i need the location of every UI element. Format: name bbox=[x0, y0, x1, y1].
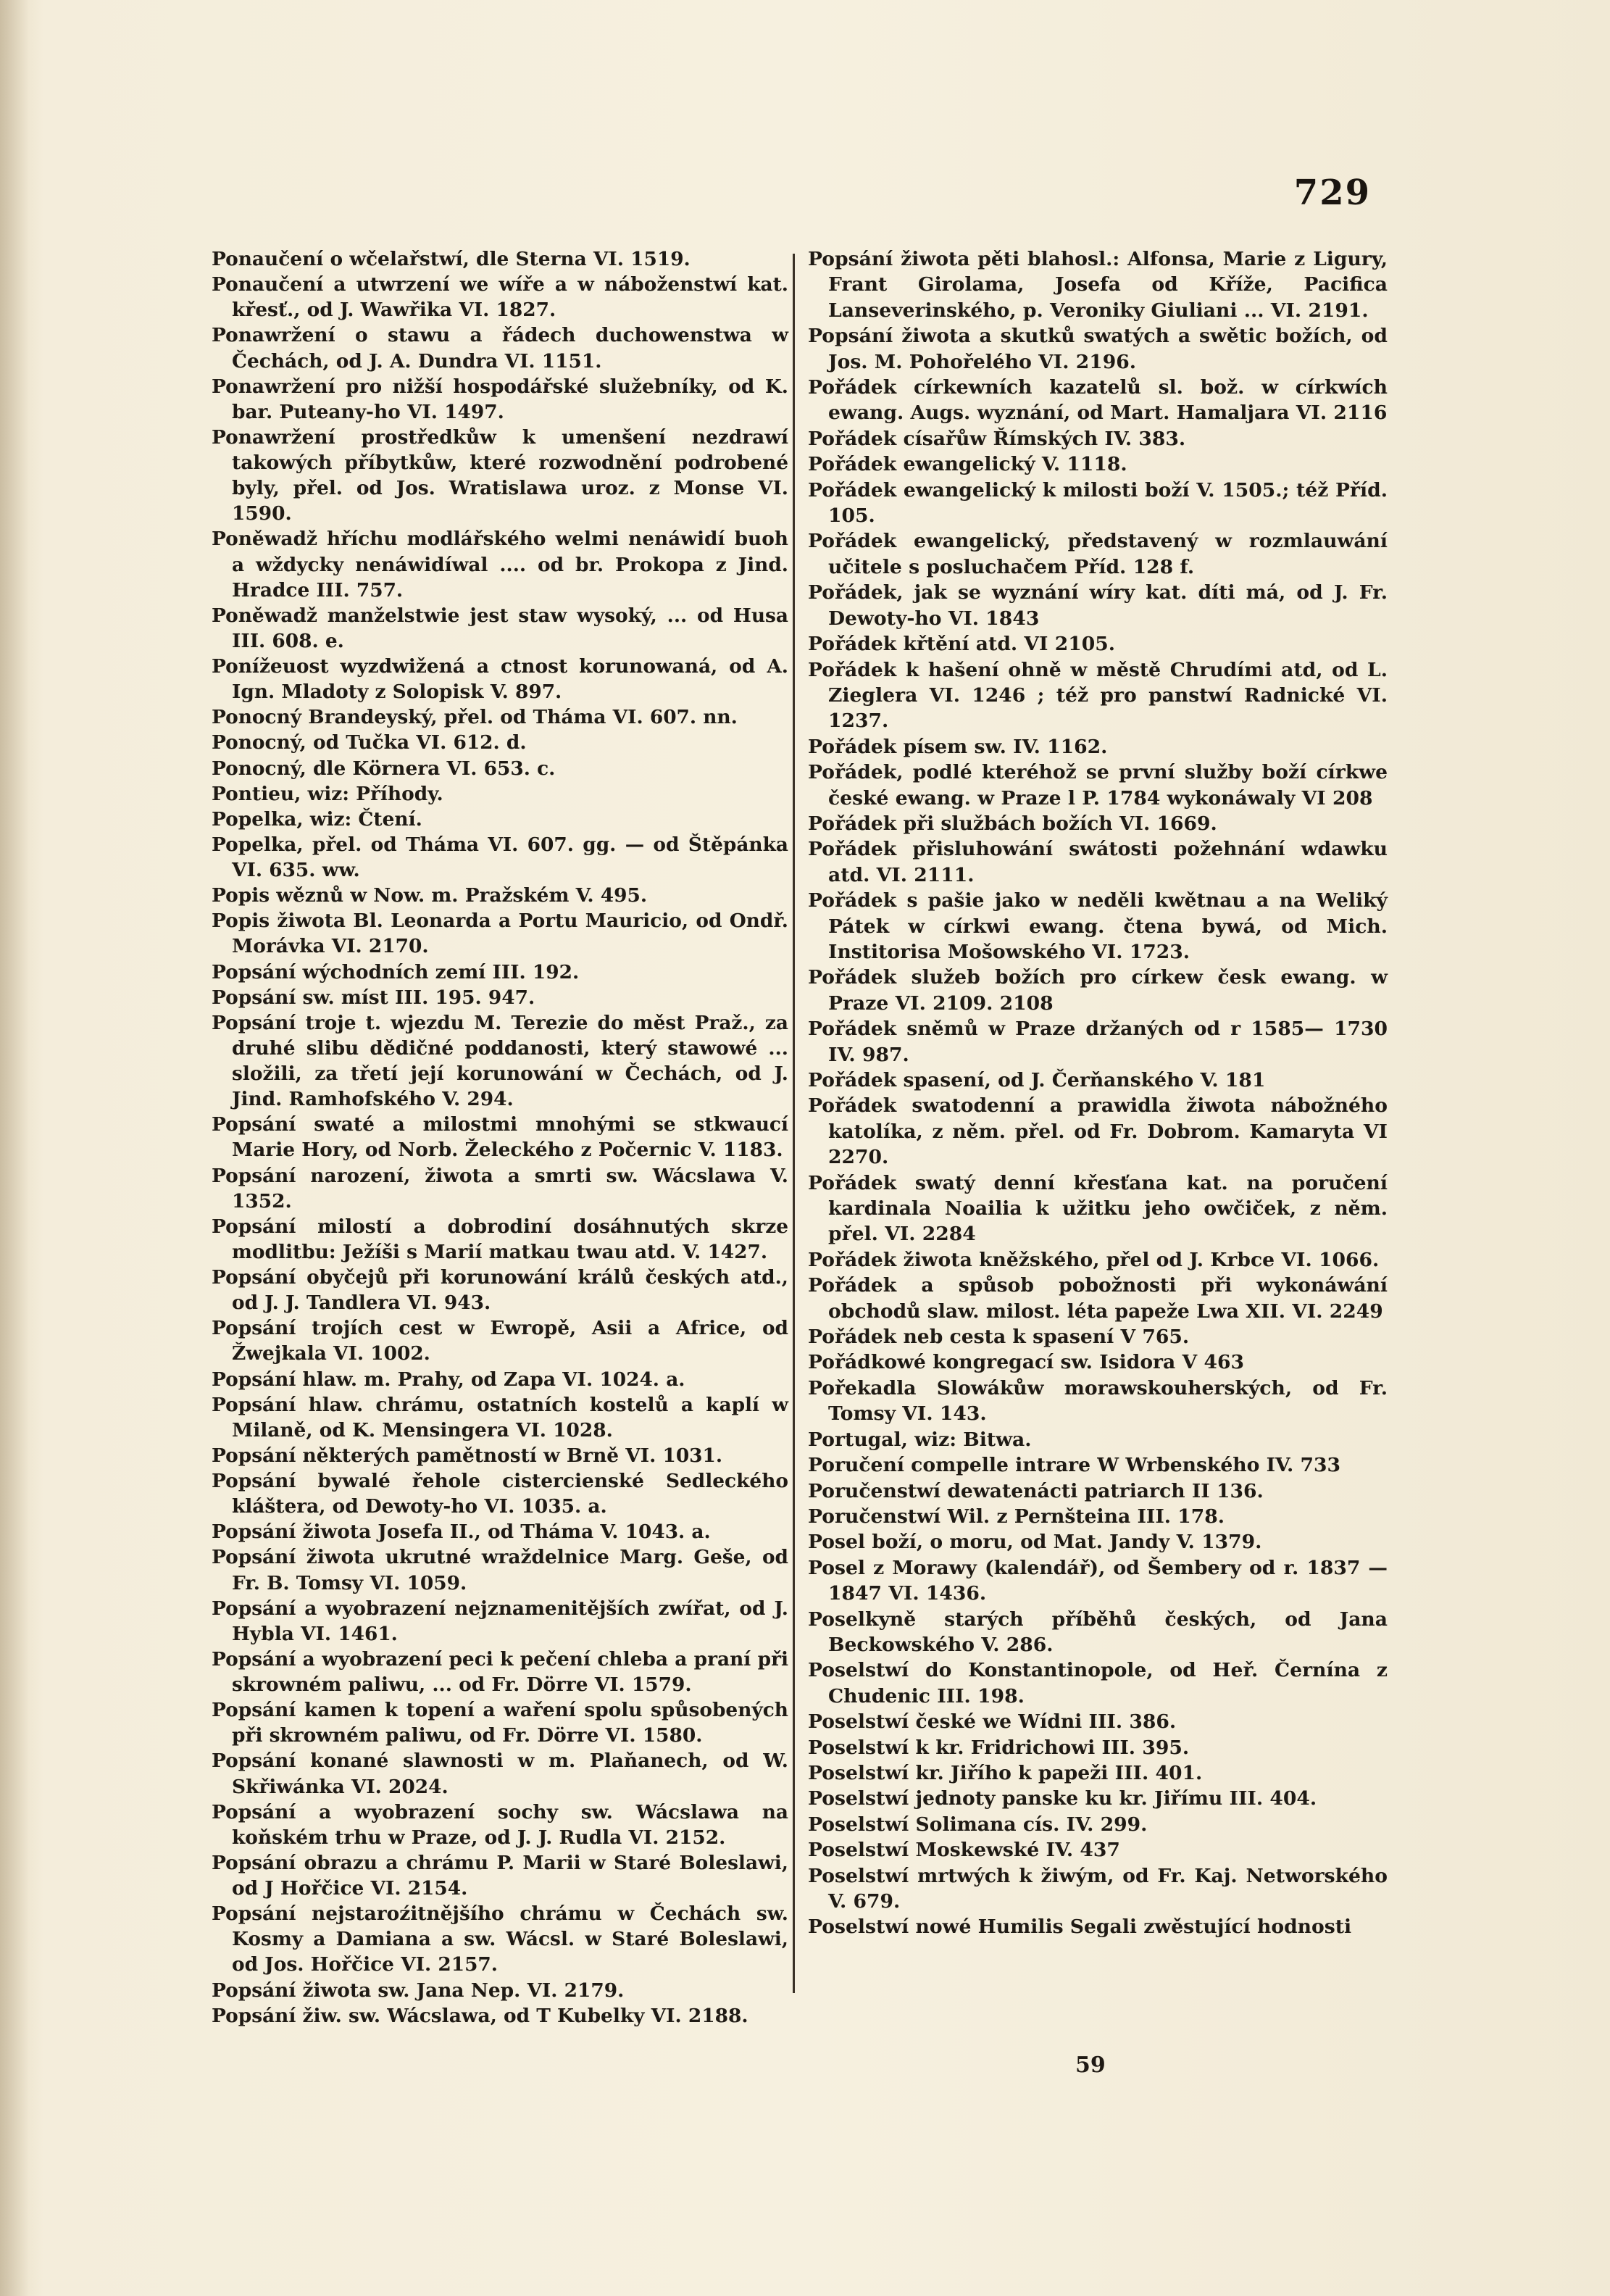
index-entry: Popsání obrazu a chrámu P. Marii w Staré Boleslawi, od J Hořčice VI. 2154. bbox=[212, 1851, 788, 1900]
index-entry: Pořádek k hašení ohně w městě Chrudími atd, od L. Zieglera VI. 1246 ; též pro panstwí Radnické VI. 1237. bbox=[808, 658, 1388, 733]
index-entry: Poselstwí Moskewské IV. 437 bbox=[808, 1839, 1120, 1862]
index-entry: Poselstwí do Konstantinopole, od Heř. Černína z Chudenic III. 198. bbox=[808, 1659, 1388, 1708]
index-entry: Poselstwí mrtwých k žiwým, od Fr. Kaj. Networského V. 679. bbox=[808, 1864, 1388, 1913]
index-entry: Popsání žiwota pěti blahosl.: Alfonsa, Marie z Ligury, Frant Girolama, Josefa od Kříže, Pacifica Lanseverinského, p. Veroniky Giuliani ... VI. 2191. bbox=[808, 248, 1388, 322]
index-entry: Poselstwí kr. Jiřího k papeži III. 401. bbox=[808, 1761, 1203, 1784]
index-entry: Ponížeuost wyzdwižená a ctnost korunowaná, od A. Ign. Mladoty z Solopisk V. 897. bbox=[212, 655, 788, 704]
index-entry: Pořádek církewních kazatelů sl. bož. w církwích ewang. Augs. wyznání, od Mart. Hamaljara VI. 2116 bbox=[808, 376, 1388, 425]
index-entry: Popsání žiw. sw. Wácslawa, od T Kubelky VI. 2188. bbox=[212, 2004, 748, 2027]
index-entry: Poselstwí k kr. Fridrichowi III. 395. bbox=[808, 1736, 1190, 1759]
index-entry: Popsání obyčejů při korunowání králů českých atd., od J. J. Tandlera VI. 943. bbox=[212, 1266, 788, 1315]
index-entry: Popsání troje t. wjezdu M. Terezie do měst Praž., za druhé slibu dědičné poddanosti, který stawowé ... složili, za třetí její korunowání w Čechách, od J. Jind. Ramhofského V. 294. bbox=[212, 1011, 788, 1111]
index-entry: Posel z Morawy (kalendář), od Šembery od r. 1837 — 1847 VI. 1436. bbox=[808, 1556, 1388, 1605]
right-column bbox=[808, 246, 1388, 1940]
index-entry: Popelka, přel. od Tháma VI. 607. gg. — od Štěpánka VI. 635. ww. bbox=[212, 833, 788, 881]
index-entry: Poněwadž manželstwie jest staw wysoký, ... od Husa III. 608. e. bbox=[212, 604, 788, 652]
index-entry: Popsání a wyobrazení peci k pečení chleba a praní při skrowném paliwu, ... od Fr. Dörre VI. 1579. bbox=[212, 1647, 788, 1696]
index-entry: Popsání trojích cest w Ewropě, Asii a Africe, od Žwejkala VI. 1002. bbox=[212, 1317, 788, 1365]
index-entry: Popsání žiwota sw. Jana Nep. VI. 2179. bbox=[212, 1979, 625, 2002]
index-entry: Pořádek ewangelický, představený w rozmlauwání učitele s posluchačem Příd. 128 f. bbox=[808, 530, 1388, 578]
index-entry: Pořádek žiwota kněžského, přel od J. Krbce VI. 1066. bbox=[808, 1248, 1380, 1271]
index-entry: Poselstwí Solimana cís. IV. 299. bbox=[808, 1813, 1148, 1836]
index-entry: Ponawržení pro nižší hospodářské služebníky, od K. bar. Puteany-ho VI. 1497. bbox=[212, 375, 788, 423]
index-entry: Pořádek císařůw Římských IV. 383. bbox=[808, 427, 1186, 450]
index-entry: Poselkyně starých příběhů českých, od Jana Beckowského V. 286. bbox=[808, 1607, 1388, 1656]
index-entry: Posel boží, o moru, od Mat. Jandy V. 1379. bbox=[808, 1531, 1262, 1554]
page-fold-shadow bbox=[0, 0, 29, 2296]
index-entry: Popsání hlaw. m. Prahy, od Zapa VI. 1024. a. bbox=[212, 1368, 685, 1391]
signature-mark: 59 bbox=[1075, 2052, 1106, 2078]
index-entry: Ponawržení o stawu a řádech duchowenstwa w Čechách, od J. A. Dundra VI. 1151. bbox=[212, 324, 788, 373]
index-entry: Pontieu, wiz: Příhody. bbox=[212, 782, 443, 805]
index-entry: Poselstwí jednoty panske ku kr. Jiřímu III. 404. bbox=[808, 1787, 1317, 1810]
index-entry: Poněwadž hříchu modlářského welmi nenáwidí buoh a wždycky nenáwidíwal .... od br. Prokopa z Jind. Hradce III. 757. bbox=[212, 528, 788, 602]
index-entry: Poručenstwí dewatenácti patriarch II 136. bbox=[808, 1479, 1264, 1502]
index-entry: Ponocný, od Tučka VI. 612. d. bbox=[212, 731, 527, 754]
index-entry: Ponocný Brandeyský, přel. od Tháma VI. 607. nn. bbox=[212, 706, 738, 729]
index-entry: Pořádek přisluhowání swátosti požehnání wdawku atd. VI. 2111. bbox=[808, 838, 1388, 886]
index-entry: Pořádek ewangelický V. 1118. bbox=[808, 453, 1127, 476]
index-entry: Popsání žiwota a skutků swatých a swětic božích, od Jos. M. Pohořelého VI. 2196. bbox=[808, 325, 1388, 373]
index-entry: Pořádek při službách božích VI. 1669. bbox=[808, 812, 1217, 835]
index-entry: Ponocný, dle Körnera VI. 653. c. bbox=[212, 757, 556, 780]
index-entry: Pořekadla Slowákůw morawskouherských, od Fr. Tomsy VI. 143. bbox=[808, 1376, 1388, 1426]
index-entry: Popelka, wiz: Čtení. bbox=[212, 807, 422, 831]
index-entry: Popsání wýchodních zemí III. 192. bbox=[212, 960, 580, 983]
index-entry: Pořádek, podlé kteréhož se první služby boží církwe české ewang. w Praze l P. 1784 wykonáwaly VI 208 bbox=[808, 761, 1388, 810]
index-entry: Pořádek a spůsob pobožnosti při wykonáwání obchodů slaw. milost. léta papeže Lwa XII. VI. 2249 bbox=[808, 1274, 1388, 1323]
index-entry: Pořádek písem sw. IV. 1162. bbox=[808, 735, 1108, 758]
index-entry: Pořádek ewangelický k milosti boží V. 1505.; též Příd. 105. bbox=[808, 478, 1388, 528]
index-entry: Popsání swaté a milostmi mnohými se stkwaucí Marie Hory, od Norb. Želeckého z Počernic V. 1183. bbox=[212, 1113, 788, 1162]
index-entry: Popis žiwota Bl. Leonarda a Portu Mauricio, od Ondř. Morávka VI. 2170. bbox=[212, 910, 788, 958]
index-entry: Popsání konané slawnosti w m. Plaňanech, od W. Skřiwánka VI. 2024. bbox=[212, 1750, 788, 1798]
index-entry: Poručení compelle intrare W Wrbenského IV. 733 bbox=[808, 1454, 1341, 1477]
index-entry: Popsání narození, žiwota a smrti sw. Wácslawa V. 1352. bbox=[212, 1164, 788, 1213]
index-entry: Ponaučení a utwrzení we wíře a w náboženstwí kat. křesť., od J. Wawřika VI. 1827. bbox=[212, 273, 788, 322]
index-entry: Popsání žiwota Josefa II., od Tháma V. 1043. a. bbox=[212, 1521, 711, 1544]
index-entry: Popsání milostí a dobrodiní dosáhnutých skrze modlitbu: Ježíši s Marií matkau twau atd. V. 1427. bbox=[212, 1215, 788, 1263]
index-entry: Popsání žiwota ukrutné wraždelnice Marg. Geše, od Fr. B. Tomsy VI. 1059. bbox=[212, 1546, 788, 1594]
index-entry: Ponawržení prostředkůw k umenšení nezdrawí takowých příbytkůw, které rozwodnění podrobené byly, přel. od Jos. Wratislawa uroz. z Monse VI. 1590. bbox=[212, 425, 788, 525]
index-entry: Poselstwí české we Wídni III. 386. bbox=[808, 1710, 1177, 1734]
index-entry: Popsání sw. míst III. 195. 947. bbox=[212, 986, 535, 1009]
index-entry: Popis wěznů w Now. m. Pražském V. 495. bbox=[212, 884, 648, 907]
index-entry: Pořádek sněmů w Praze držaných od r 1585— 1730 IV. 987. bbox=[808, 1018, 1388, 1066]
index-entry: Popsání nejstaroźitnějšího chrámu w Čechách sw. Kosmy a Damiana a sw. Wácsl. w Staré Boleslawi, od Jos. Hořčice VI. 2157. bbox=[212, 1902, 788, 1976]
index-entry: Poručenstwí Wil. z Pernšteina III. 178. bbox=[808, 1505, 1225, 1528]
index-entry: Popsání a wyobrazení sochy sw. Wácslawa na koňském trhu w Praze, od J. J. Rudla VI. 2152. bbox=[212, 1800, 788, 1849]
index-entry: Portugal, wiz: Bitwa. bbox=[808, 1428, 1032, 1451]
index-entry: Popsání bywalé řehole cistercienské Sedleckého kláštera, od Dewoty-ho VI. 1035. a. bbox=[212, 1470, 788, 1518]
page-number: 729 bbox=[1293, 172, 1371, 213]
index-entry: Popsání kamen k topení a waření spolu spůsobených při skrowném paliwu, od Fr. Dörre VI. 1580. bbox=[212, 1699, 788, 1747]
index-entry: Popsání hlaw. chrámu, ostatních kostelů a kaplí w Milaně, od K. Mensingera VI. 1028. bbox=[212, 1393, 788, 1442]
index-entry: Pořádek křtění atd. VI 2105. bbox=[808, 633, 1116, 656]
index-entry: Poselstwí nowé Humilis Segali zwěstující hodnosti bbox=[808, 1916, 1352, 1939]
index-entry: Pořádek, jak se wyznání wíry kat. díti má, od J. Fr. Dewoty-ho VI. 1843 bbox=[808, 581, 1388, 630]
index-entry: Pořádek neb cesta k spasení V 765. bbox=[808, 1326, 1190, 1349]
index-entry: Pořádek swatodenní a prawidla žiwota nábožného katolíka, z něm. přel. od Fr. Dobrom. Kamaryta VI 2270. bbox=[808, 1094, 1388, 1169]
column-divider bbox=[793, 254, 795, 1993]
index-entry: Ponaučení o wčelařstwí, dle Sterna VI. 1519. bbox=[212, 248, 691, 270]
index-entry: Pořádek swatý denní křesťana kat. na poručení kardinala Noailia k užitku jeho owčiček, z něm. přel. VI. 2284 bbox=[808, 1171, 1388, 1246]
index-entry: Popsání a wyobrazení nejznamenitějších zwířat, od J. Hybla VI. 1461. bbox=[212, 1597, 788, 1645]
index-entry: Popsání některých pamětností w Brně VI. 1031. bbox=[212, 1444, 723, 1467]
index-entry: Pořádkowé kongregací sw. Isidora V 463 bbox=[808, 1351, 1244, 1374]
index-entry: Pořádek s pašie jako w neděli kwětnau a na Weliký Pátek w církwi ewang. čtena bywá, od Mich. Institorisa Mošowského VI. 1723. bbox=[808, 889, 1388, 963]
index-entry: Pořádek spasení, od J. Čerňanského V. 181 bbox=[808, 1069, 1266, 1091]
index-entry: Pořádek služeb božích pro církew česk ewang. w Praze VI. 2109. 2108 bbox=[808, 966, 1388, 1015]
left-column bbox=[212, 246, 788, 2029]
